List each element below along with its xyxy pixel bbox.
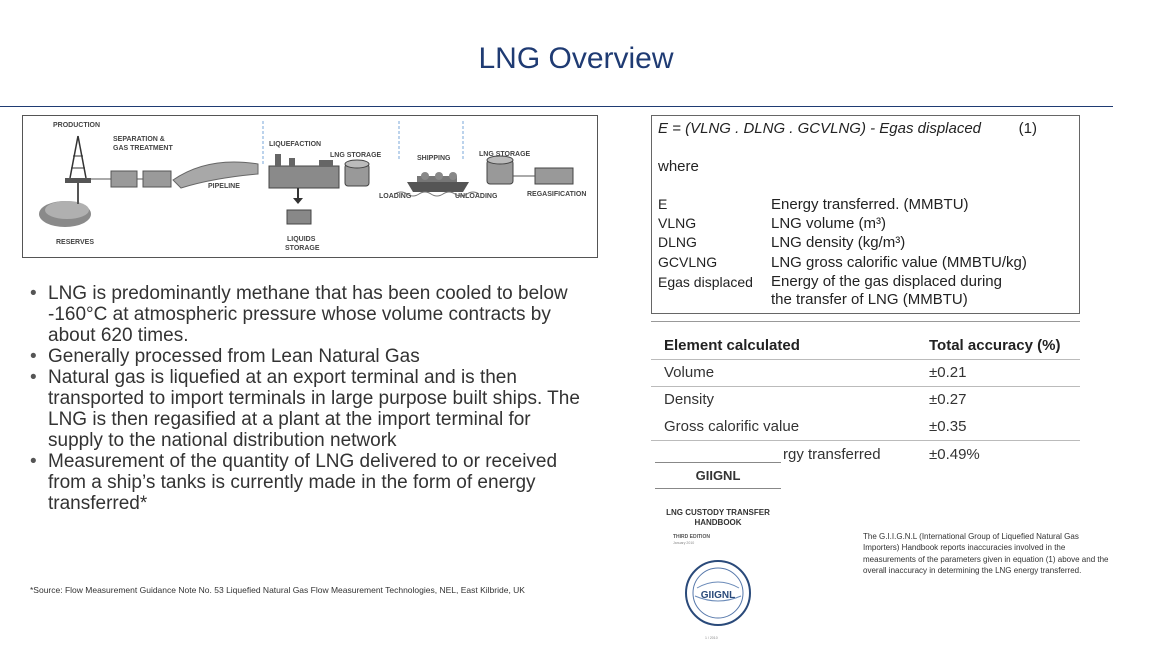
var-description-continuation: the transfer of LNG (MMBTU) <box>771 291 968 308</box>
cell-element: Volume <box>664 364 715 381</box>
book-edition: THIRD EDITION <box>673 534 710 540</box>
regasification-unit <box>535 168 573 184</box>
slide-title: LNG Overview <box>478 42 674 75</box>
label-liquefaction: LIQUEFACTION <box>269 141 322 148</box>
cell-accuracy: ±0.49% <box>929 446 980 463</box>
equation-where: where <box>658 158 699 175</box>
label-shipping: SHIPPING <box>417 155 451 162</box>
book-publisher: GIIGNL <box>695 468 741 483</box>
lng-ship <box>407 182 469 192</box>
book-edition-date: January 2010 <box>673 541 695 545</box>
bullet-list <box>30 283 590 514</box>
var-description: LNG volume (m³) <box>771 215 887 232</box>
lng-chain-diagram <box>22 115 598 258</box>
table-top-rule <box>651 321 1080 322</box>
bullet-item: • Measurement of the quantity of LNG delivered to or received from a ship’s tanks is currently made in the form of energy transferred* <box>30 451 590 514</box>
derrick-icon <box>70 136 78 178</box>
var-description: LNG gross calorific value (MMBTU/kg) <box>771 254 1027 271</box>
label-pipeline: PIPELINE <box>208 183 240 190</box>
book-footer: 1 / 2010 <box>705 636 718 640</box>
cell-element: Gross calorific value <box>664 418 800 435</box>
energy-equation-box <box>651 115 1080 314</box>
label-production: PRODUCTION <box>53 122 101 129</box>
table-header-row <box>651 333 1080 360</box>
book-title-line: HANDBOOK <box>694 518 742 527</box>
cell-accuracy: ±0.27 <box>929 391 967 408</box>
header-element: Element calculated <box>664 337 800 354</box>
table-row <box>651 360 1080 387</box>
label-loading: LOADING <box>379 193 412 200</box>
label-reserves: RESERVES <box>56 239 94 246</box>
equation-number: (1) <box>1018 120 1037 137</box>
separation-unit <box>111 171 137 187</box>
var-description: LNG density (kg/m³) <box>771 234 906 251</box>
label-lng-storage-2: LNG STORAGE <box>479 151 531 158</box>
cell-element: rgy transferred <box>783 446 881 463</box>
label-liquids-1: LIQUIDS <box>287 236 316 243</box>
var-symbol: VLNG <box>658 215 697 231</box>
table-row <box>651 387 1080 414</box>
cell-element: Density <box>664 391 715 408</box>
energy-equation: E = (VLNG . DLNG . GCVLNG) - Egas displaced <box>658 120 982 137</box>
label-regasification: REGASIFICATION <box>527 191 587 198</box>
var-symbol: DLNG <box>658 234 697 250</box>
var-description: Energy transferred. (MMBTU) <box>771 196 969 213</box>
label-separation-2: GAS TREATMENT <box>113 145 173 152</box>
giignl-note: The G.I.I.G.N.L (International Group of Liquefied Natural Gas Importers) Handbook reports inaccuracies involved in the measurements of the parameters given in equation (1) above and the overall inaccuracy in determining the LNG energy transferred. <box>863 532 1109 575</box>
source-footnote: *Source: Flow Measurement Guidance Note No. 53 Liquefied Natural Gas Flow Measurement Technologies, NEL, East Kilbride, UK <box>30 585 525 595</box>
bullet-item: • Natural gas is liquefied at an export terminal and is then transported to import terminals in large purpose built ships. The LNG is then regasified at a plant at the import terminal for supply to the national distribution network <box>30 367 590 451</box>
var-symbol: E <box>658 196 668 212</box>
label-unloading: UNLOADING <box>455 193 498 200</box>
var-description: Energy of the gas displaced during <box>771 273 1002 290</box>
var-symbol: GCVLNG <box>658 254 718 270</box>
giignl-handbook-cover <box>655 462 781 648</box>
label-separation-1: SEPARATION & <box>113 136 165 143</box>
bullet-item: • LNG is predominantly methane that has been cooled to below -160°C at atmospheric pressure whose volume contracts by about 620 times. <box>30 283 590 346</box>
logo-text: GIIGNL <box>700 590 736 601</box>
label-lng-storage-1: LNG STORAGE <box>330 152 382 159</box>
cell-accuracy: ±0.21 <box>929 364 967 381</box>
giignl-logo-icon <box>683 558 753 628</box>
header-accuracy: Total accuracy (%) <box>929 337 1061 354</box>
liquids-storage-tank <box>287 210 311 224</box>
book-title-line: LNG CUSTODY TRANSFER <box>666 508 770 517</box>
cell-accuracy: ±0.35 <box>929 418 967 435</box>
book-title <box>655 508 781 528</box>
table-row <box>651 414 1080 441</box>
liquefaction-plant <box>269 166 339 188</box>
label-liquids-2: STORAGE <box>285 245 320 252</box>
bullet-item: • Generally processed from Lean Natural Gas <box>30 346 590 367</box>
var-symbol: Egas displaced <box>658 274 753 290</box>
title-divider <box>0 106 1113 107</box>
